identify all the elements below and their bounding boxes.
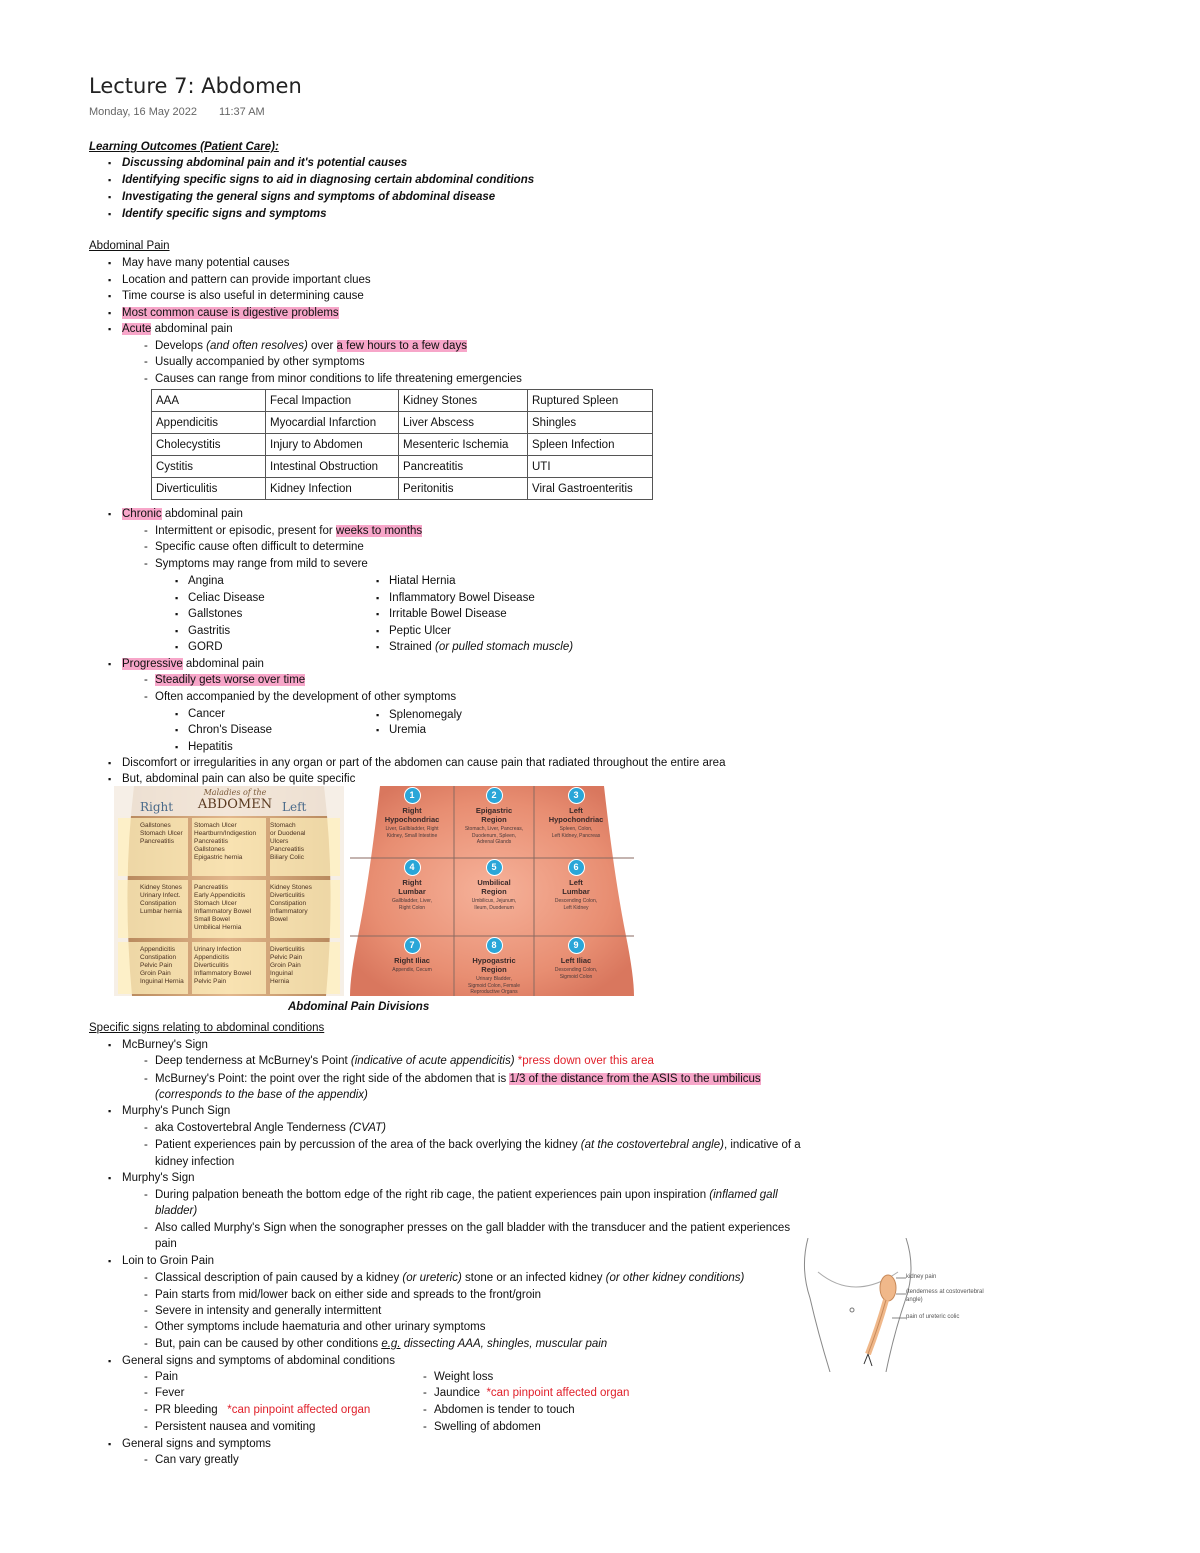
outcome-item: ▪ Identifying specific signs to aid in diagnosing certain abdominal conditions [122, 172, 534, 188]
sub-item: - Weight loss [434, 1369, 493, 1385]
maladies-cell-text: Stomach or Duodenal Ulcers Pancreatitis Biliary Colic [270, 822, 306, 861]
maladies-right-label: Right [140, 800, 174, 814]
region-name: Left Hypochondriac [548, 806, 604, 824]
time-text: 11:37 AM [219, 106, 265, 118]
region-name: Right Lumbar [398, 878, 426, 896]
table-cell: Fecal Impaction [266, 390, 399, 412]
outcome-item: ▪ Identify specific signs and symptoms [122, 206, 327, 222]
sub-item [155, 1120, 386, 1136]
region-name: Epigastric Region [475, 806, 513, 824]
text: Jaundice [434, 1387, 481, 1399]
sub-sub-item: ▪ Hiatal Hernia [389, 573, 455, 589]
maladies-cell-text: Urinary Infection Appendicitis Diverticulitis Inflammatory Bowel Pelvic Pain [194, 946, 252, 985]
table-cell: Cystitis [152, 456, 266, 478]
maladies-left-label: Left [282, 800, 307, 814]
maladies-of-abdomen-image [114, 786, 344, 996]
sub-item [155, 1270, 744, 1286]
sub-sub-item: ▪ Peptic Ulcer [389, 623, 451, 639]
region-number-badge: 4 [404, 859, 421, 876]
sub-item [155, 1402, 370, 1418]
figure-label: kidney pain [906, 1274, 937, 1280]
table-cell: Liver Abscess [399, 412, 528, 434]
continuation: kidney infection [155, 1156, 235, 1168]
sub-sub-item: ▪ Celiac Disease [188, 590, 265, 606]
text: e.g. [381, 1338, 401, 1350]
region-number-badge: 9 [568, 937, 585, 954]
region-description: Descending Colon, Left Kidney [554, 898, 598, 911]
sub-item: - Fever [155, 1385, 184, 1401]
region-label [530, 937, 622, 980]
region-label [366, 859, 458, 911]
sub-item: - Also called Murphy's Sign when the sonographer presses on the gall bladder with the transducer and the patient experiences [155, 1220, 790, 1236]
list-item-acute [122, 321, 233, 337]
region-label [448, 859, 540, 911]
text: (and often resolves) [206, 340, 308, 352]
region-description: Descending Colon, Sigmoid Colon [554, 967, 598, 980]
table-row [152, 434, 653, 456]
region-label [530, 787, 622, 839]
region-label [448, 787, 540, 846]
date-text: Monday, 16 May 2022 [89, 106, 198, 118]
sub-sub-item: ▪ Splenomegaly [389, 707, 462, 723]
list-item: ▪ McBurney's Sign [122, 1037, 208, 1053]
table-cell: UTI [528, 456, 653, 478]
sub-item: - Causes can range from minor conditions to life threatening emergencies [155, 371, 522, 387]
table-cell: Peritonitis [399, 478, 528, 500]
text: aka Costovertebral Angle Tenderness [155, 1122, 350, 1134]
sub-item: - Swelling of abdomen [434, 1419, 541, 1435]
section-heading-abdominal-pain: Abdominal Pain [89, 240, 170, 252]
text: McBurney's Point: the point over the right side of the abdomen that is [155, 1073, 510, 1085]
sub-item [155, 1336, 607, 1352]
sub-sub-item: ▪ Inflammatory Bowel Disease [389, 590, 535, 606]
maladies-cell-text: Stomach Ulcer Heartburn/Indigestion Pancreatitis Gallstones Epigastric hernia [194, 822, 257, 861]
red-note: *can pinpoint affected organ [227, 1404, 371, 1416]
sub-item: - Usually accompanied by other symptoms [155, 354, 365, 370]
sub-item: - Symptoms may range from mild to severe [155, 556, 368, 572]
sub-item: - Abdomen is tender to touch [434, 1402, 575, 1418]
list-item: ▪ General signs and symptoms of abdominal conditions [122, 1353, 395, 1369]
sub-sub-item: ▪ Cancer [188, 706, 225, 722]
text: During palpation beneath the bottom edge of the right rib cage, the patient experiences pain upon inspiration [155, 1189, 710, 1201]
abdominal-regions-image [350, 786, 634, 996]
region-label [530, 859, 622, 911]
highlight: Progressive [122, 658, 183, 670]
region-number-badge: 6 [568, 859, 585, 876]
sub-item: - Often accompanied by the development of other symptoms [155, 689, 456, 705]
text: Develops [155, 340, 207, 352]
table-row [152, 390, 653, 412]
sub-item [155, 1187, 778, 1203]
sub-sub-item: ▪ Gastritis [188, 623, 230, 639]
figure-caption: Abdominal Pain Divisions [288, 1001, 430, 1013]
sub-item [155, 338, 467, 354]
table-row [152, 456, 653, 478]
sub-item: - Persistent nausea and vomiting [155, 1419, 315, 1435]
outcome-item: ▪ Discussing abdominal pain and it's potential causes [122, 155, 407, 171]
maladies-cell-text: Gallstones Stomach Ulcer Pancreatitis [140, 822, 183, 845]
table-cell: Pancreatitis [399, 456, 528, 478]
sub-item [434, 1385, 629, 1401]
sub-item: - Specific cause often difficult to determine [155, 539, 364, 555]
text: Classical description of pain caused by a kidney [155, 1272, 403, 1284]
highlight: Most common cause is digestive problems [122, 307, 339, 319]
sub-item: - Can vary greatly [155, 1452, 239, 1468]
region-description: Liver, Gallbladder, Right Kidney, Small Intestine [385, 826, 439, 839]
table-cell: Appendicitis [152, 412, 266, 434]
maladies-subtitle: Maladies of the [203, 788, 267, 797]
continuation: (corresponds to the base of the appendix) [155, 1089, 368, 1101]
sub-item [155, 1137, 801, 1153]
region-number-badge: 8 [486, 937, 503, 954]
highlight: weeks to months [335, 525, 423, 537]
sub-item: - Severe in intensity and generally intermittent [155, 1303, 381, 1319]
region-name: Right Hypochondriac [384, 806, 440, 824]
figure-label: pain of ureteric colic [906, 1314, 960, 1320]
text: Deep tenderness at McBurney's Point [155, 1055, 351, 1067]
list-item: ▪ Time course is also useful in determining cause [122, 288, 364, 304]
sub-item: - Pain [155, 1369, 178, 1385]
sub-sub-item: ▪ Chron's Disease [188, 722, 272, 738]
list-item: ▪ May have many potential causes [122, 255, 289, 271]
text: (or ureteric) [402, 1272, 462, 1284]
region-description: Gallbladder, Liver, Right Colon [391, 898, 433, 911]
region-number-badge: 3 [568, 787, 585, 804]
region-number-badge: 7 [404, 937, 421, 954]
text: Strained [389, 641, 436, 653]
region-description: Umbilicus, Jejunum, Ileum, Duodenum [471, 898, 517, 911]
table-cell: Spleen Infection [528, 434, 653, 456]
table-cell: Kidney Stones [399, 390, 528, 412]
region-description: Appendix, Cecum [392, 967, 432, 973]
outcomes-heading: Learning Outcomes (Patient Care): [89, 141, 279, 153]
list-item [122, 305, 339, 321]
list-item: ▪ General signs and symptoms [122, 1436, 271, 1452]
list-item: ▪ Location and pattern can provide important clues [122, 272, 371, 288]
maladies-cell-text: Appendicitis Constipation Pelvic Pain Groin Pain Inguinal Hernia [140, 946, 184, 985]
text: abdominal pain [151, 323, 233, 335]
text: , indicative of a [723, 1139, 801, 1151]
maladies-title: ABDOMEN [197, 797, 273, 812]
text: over [307, 340, 337, 352]
figure-label: (tenderness at costovertebral angle) [906, 1289, 984, 1303]
text: dissecting AAA, shingles, muscular pain [400, 1338, 608, 1350]
region-name: Right Iliac [394, 956, 430, 965]
text: (at the costovertebral angle) [580, 1139, 724, 1151]
text: abdominal pain [182, 658, 264, 670]
list-item-progressive [122, 656, 264, 672]
table-cell: Kidney Infection [266, 478, 399, 500]
maladies-cell-text: Kidney Stones Urinary Infect. Constipation Lumbar hernia [140, 884, 182, 915]
sub-sub-item: ▪ Uremia [389, 722, 426, 738]
table-cell: Shingles [528, 412, 653, 434]
outcome-item: ▪ Investigating the general signs and symptoms of abdominal disease [122, 189, 495, 205]
region-description: Stomach, Liver, Pancreas, Duodenum, Spleen, Adrenal Glands [464, 826, 524, 845]
table-cell: AAA [152, 390, 266, 412]
text: (or other kidney conditions) [605, 1272, 745, 1284]
red-note: *press down over this area [517, 1055, 654, 1067]
sub-sub-item: ▪ Angina [188, 573, 224, 589]
region-label [448, 937, 540, 996]
maladies-cell-text: Diverticulitis Pelvic Pain Groin Pain Inguinal Hernia [270, 946, 305, 985]
table-cell: Diverticulitis [152, 478, 266, 500]
highlight: Acute [122, 323, 152, 335]
highlight: Chronic [122, 508, 162, 520]
continuation: pain [155, 1238, 177, 1250]
sub-sub-item: ▪ GORD [188, 639, 223, 655]
table-cell: Myocardial Infarction [266, 412, 399, 434]
text: abdominal pain [161, 508, 243, 520]
torso-illustration [794, 1238, 984, 1372]
text: But, pain can be caused by other conditions [155, 1338, 382, 1350]
sub-item [155, 523, 422, 539]
sub-item [155, 1071, 761, 1087]
text: (or pulled stomach muscle) [435, 641, 574, 653]
region-number-badge: 1 [404, 787, 421, 804]
region-description: Urinary Bladder, Sigmoid Colon, Female Reproductive Organs [468, 976, 520, 995]
table-cell: Cholecystitis [152, 434, 266, 456]
list-item: ▪ Discomfort or irregularities in any organ or part of the abdomen can cause pain that radiated throughout the entire area [122, 755, 725, 771]
region-label [366, 787, 458, 839]
list-item: ▪ Murphy's Punch Sign [122, 1103, 230, 1119]
region-name: Left Lumbar [562, 878, 590, 896]
continuation: bladder) [155, 1205, 198, 1217]
table-cell: Ruptured Spleen [528, 390, 653, 412]
loin-to-groin-figure [794, 1238, 984, 1372]
table-cell: Viral Gastroenteritis [528, 478, 653, 500]
text: (inflamed gall [709, 1189, 778, 1201]
highlight: Steadily gets worse over time [155, 674, 306, 686]
table-row [152, 412, 653, 434]
highlight: 1/3 of the distance from the ASIS to the umbilicus [509, 1073, 761, 1085]
region-description: Spleen, Colon, Left Kidney, Pancreas [551, 826, 601, 839]
sub-item: - Pain starts from mid/lower back on either side and spreads to the front/groin [155, 1287, 541, 1303]
region-number-badge: 5 [486, 859, 503, 876]
text: PR bleeding [155, 1404, 218, 1416]
maladies-cell-text: Kidney Stones Diverticulitis Constipation Inflammatory Bowel [270, 884, 312, 923]
region-name: Left Iliac [560, 956, 592, 965]
text: (indicative of acute appendicitis) [350, 1055, 515, 1067]
text: Patient experiences pain by percussion of the area of the back overlying the kidney [155, 1139, 581, 1151]
region-number-badge: 2 [486, 787, 503, 804]
region-label [366, 937, 458, 974]
causes-table [151, 389, 653, 500]
timestamp [89, 106, 265, 118]
sub-sub-item: ▪ Hepatitis [188, 739, 233, 755]
list-item: ▪ Murphy's Sign [122, 1170, 195, 1186]
list-item: ▪ Loin to Groin Pain [122, 1253, 214, 1269]
sub-item: - Other symptoms include haematuria and other urinary symptoms [155, 1319, 485, 1335]
sub-item [155, 1053, 654, 1069]
page-title: Lecture 7: Abdomen [89, 74, 302, 98]
sub-sub-item [389, 639, 573, 655]
region-name: Hypogastric Region [472, 956, 516, 974]
table-cell: Intestinal Obstruction [266, 456, 399, 478]
list-item: ▪ But, abdominal pain can also be quite specific [122, 771, 355, 787]
text: stone or an infected kidney [461, 1272, 606, 1284]
red-note: *can pinpoint affected organ [486, 1387, 630, 1399]
table-row [152, 478, 653, 500]
text: Intermittent or episodic, present for [155, 525, 336, 537]
sub-item [155, 672, 305, 688]
table-cell: Injury to Abdomen [266, 434, 399, 456]
table-cell: Mesenteric Ischemia [399, 434, 528, 456]
list-item-chronic [122, 506, 243, 522]
text: (CVAT) [349, 1122, 386, 1134]
sub-sub-item: ▪ Irritable Bowel Disease [389, 606, 507, 622]
highlight: a few hours to a few days [336, 340, 467, 352]
section-heading-specific-signs: Specific signs relating to abdominal conditions [89, 1022, 325, 1034]
region-name: Umbilical Region [477, 878, 511, 896]
sub-sub-item: ▪ Gallstones [188, 606, 242, 622]
maladies-cell-text: Pancreatitis Early Appendicitis Stomach Ulcer Inflammatory Bowel Small Bowel Umbilical Hernia [194, 884, 252, 931]
